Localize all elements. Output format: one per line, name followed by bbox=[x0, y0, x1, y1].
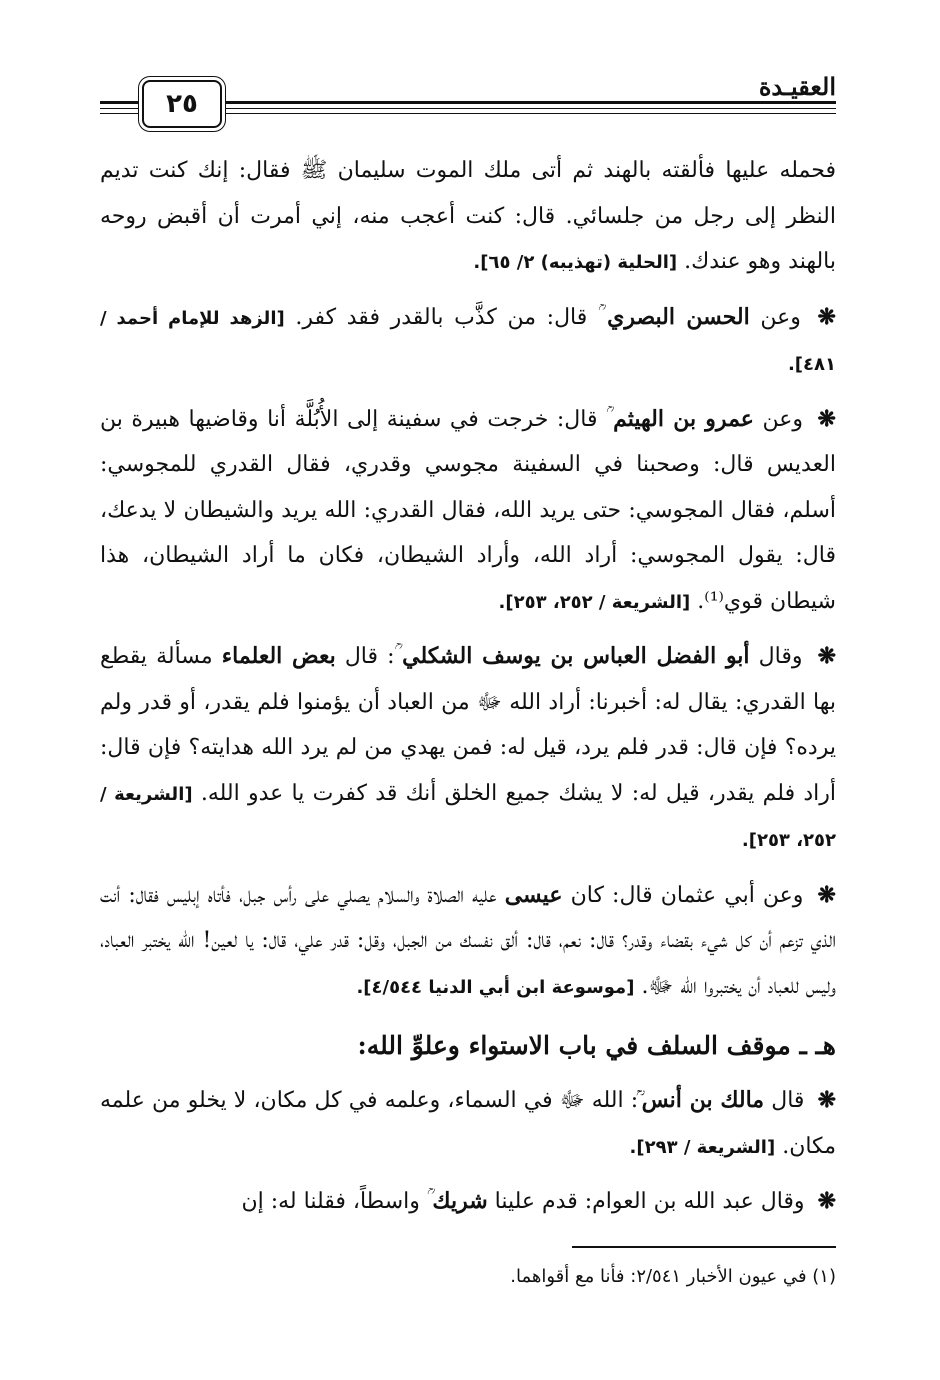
paragraph bbox=[100, 397, 836, 626]
bullet-star-icon: ❋ bbox=[817, 1087, 836, 1113]
bullet-star-icon: ❋ bbox=[817, 881, 836, 908]
paragraph-text: ؒ قال: خرجت في سفينة إلى الأُبُلَّة أنا وقاضيها هبيرة بن العديس قال: وصحبنا في السفينة مجوسي وقدري، فقال القدري للمجوسي: أسلم، فقال المجوسي: حتى يريد الله، فقال القدري: الله يريد والشيطان لا يدعك، قال: يقول المجوسي: أراد الله، وأراد الشيطان، فكان ما أراد الشيطان، هذا شيطان قوي⁽¹⁾. bbox=[100, 406, 836, 614]
footnote-rule bbox=[572, 1246, 836, 1248]
scholar-name: عيسى bbox=[504, 881, 563, 908]
paragraph-text: ؒ: قال bbox=[344, 644, 395, 669]
bullet-star-icon: ❋ bbox=[817, 405, 836, 432]
citation: [الشريعة / ٢٥٢، ٢٥٣]. bbox=[100, 783, 836, 851]
paragraph-text: مسألة يقطع بها القدري: يقال له: أخبرنا: أراد الله ﷻ من العباد أن يؤمنوا فلم يقدر، أو قدر ولم يرده؟ فإن قال: قدر فلم يرد، قيل له: فمن يهدي من لم يرد الله هدايته؟ فإن قال: أراد فلم يقدر، قيل له: لا يشك جميع الخلق أنك قد كفرت يا عدو الله. bbox=[100, 644, 836, 806]
bullet-star-icon: ❋ bbox=[817, 1188, 836, 1214]
citation: [موسوعة ابن أبي الدنيا ٤/٥٤٤]. bbox=[356, 976, 635, 998]
footnote: (١) في عيون الأخبار ٢/٥٤١: فأنا مع أقواهما. bbox=[510, 1266, 836, 1287]
scholar-name: شريك bbox=[432, 1188, 488, 1214]
scholar-name: مالك بن أنس bbox=[641, 1087, 765, 1113]
section-heading: هـ ـ موقف السلف في باب الاستواء وعلوِّ الله: bbox=[357, 1031, 836, 1060]
paragraph-text: قال bbox=[771, 1088, 805, 1113]
scholar-name: أبو الفضل العباس بن يوسف الشكلي bbox=[402, 643, 750, 669]
paragraph bbox=[100, 1078, 836, 1170]
paragraph bbox=[100, 1179, 836, 1225]
paragraph bbox=[100, 873, 836, 1011]
citation: [الحلية (تهذيبه) ٢/ ٦٥]. bbox=[473, 252, 678, 273]
citation: [الزهد للإمام أحمد / ٤٨١]. bbox=[100, 307, 836, 375]
citation: [الشريعة / ٢٩٣]. bbox=[629, 1136, 776, 1158]
citation: [الشريعة / ٢٥٢، ٢٥٣]. bbox=[498, 591, 691, 613]
paragraph-text: ؒ: الله ﷻ في السماء، وعلمه في كل مكان، لا يخلو من علمه مكان. bbox=[100, 1088, 836, 1159]
paragraph bbox=[100, 148, 836, 286]
paragraph-text: وقال عبد الله بن العوام: قدم علينا bbox=[494, 1189, 805, 1214]
paragraph-text: عليه الصلاة والسلام يصلي على رأس جبل، فأتاه إبليس فقال: أنت الذي تزعم أن كل شيء بقضاء وقدر؟ قال: نعم، قال: ألق نفسك من الجبل، وقل: قدر علي، قال: يا لعين! الله يختبر العباد، وليس للعباد أن يختبروا الله ﷻ. bbox=[100, 882, 836, 999]
running-title: العقيـدة bbox=[758, 72, 836, 101]
paragraph-text: ؒ قال: من كذَّب بالقدر فقد كفر. bbox=[295, 304, 598, 330]
paragraph-text: فحمله عليها فألقته بالهند ثم أتى ملك الموت سليمان ﷺ فقال: إنك كنت تديم النظر إلى رجل من جلسائي. قال: كنت أعجب منه، إني أمرت أن أقبض روحه بالهند وهو عندك. bbox=[100, 158, 836, 274]
scholar-name: عمرو بن الهيثم bbox=[613, 405, 754, 432]
paragraph bbox=[100, 295, 836, 388]
bullet-star-icon: ❋ bbox=[817, 303, 836, 330]
emphasis-text: بعض العلماء bbox=[221, 643, 336, 669]
paragraph-text: وعن bbox=[762, 406, 803, 432]
paragraph-text: وعن bbox=[760, 304, 801, 330]
paragraph-text: وعن أبي عثمان قال: كان bbox=[570, 882, 804, 908]
page-body bbox=[100, 148, 836, 1234]
page-number: ٢٥ bbox=[142, 80, 222, 128]
paragraph-text: ؒ واسطاً، فقلنا له: إن bbox=[241, 1189, 427, 1214]
scholar-name: الحسن البصري bbox=[607, 303, 750, 330]
bullet-star-icon: ❋ bbox=[817, 643, 836, 669]
paragraph-text: وقال bbox=[758, 644, 803, 669]
paragraph bbox=[100, 634, 836, 864]
